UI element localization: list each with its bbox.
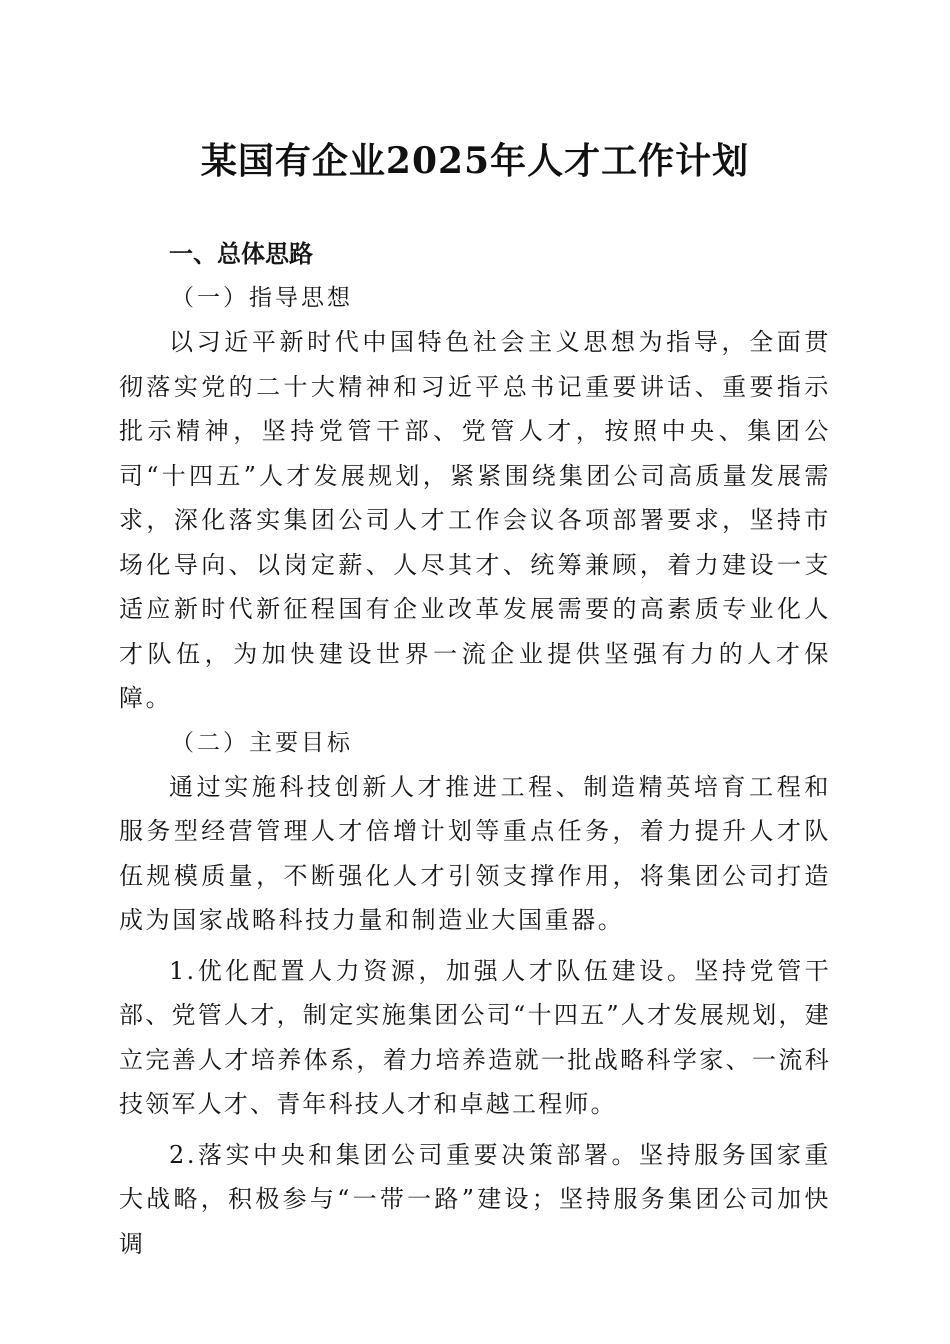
section-heading-overall-approach: 一、总体思路 — [169, 240, 313, 268]
subsection-heading-main-goals: （二）主要目标 — [171, 729, 353, 756]
paragraph-main-goals: 通过实施科技创新人才推进工程、制造精英培育工程和服务型经营管理人才倍增计划等重点任务，着力提升人才队伍规模质量，不断强化人才引领支撑作用，将集团公司打造成为国家战略科技力量和制造业大国重器。 — [119, 772, 831, 934]
document-title: 某国有企业2025年人才工作计划 — [200, 140, 750, 182]
paragraph-item-1: 1.优化配置人力资源，加强人才队伍建设。坚持党管干部、党管人才，制定实施集团公司“十四五”人才发展规划，建立完善人才培养体系，着力培养造就一批战略科学家、一流科技领军人才、青年科技人才和卓越工程师。 — [119, 956, 831, 1118]
document-body — [119, 232, 831, 1266]
paragraph-guiding-ideology: 以习近平新时代中国特色社会主义思想为指导，全面贯彻落实党的二十大精神和习近平总书记重要讲话、重要指示批示精神，坚持党管干部、党管人才，按照中央、集团公司“十四五”人才发展规划，紧紧围绕集团公司高质量发展需求，深化落实集团公司人才工作会议各项部署要求，坚持市场化导向、以岗定薪、人尽其才、统筹兼顾，着力建设一支适应新时代新征程国有企业改革发展需要的高素质专业化人才队伍，为加快建设世界一流企业提供坚强有力的人才保障。 — [119, 328, 831, 712]
paragraph-item-2: 2.落实中央和集团公司重要决策部署。坚持服务国家重大战略，积极参与“一带一路”建设；坚持服务集团公司加快调 — [119, 1140, 831, 1258]
subsection-heading-guiding-ideology: （一）指导思想 — [171, 285, 353, 311]
